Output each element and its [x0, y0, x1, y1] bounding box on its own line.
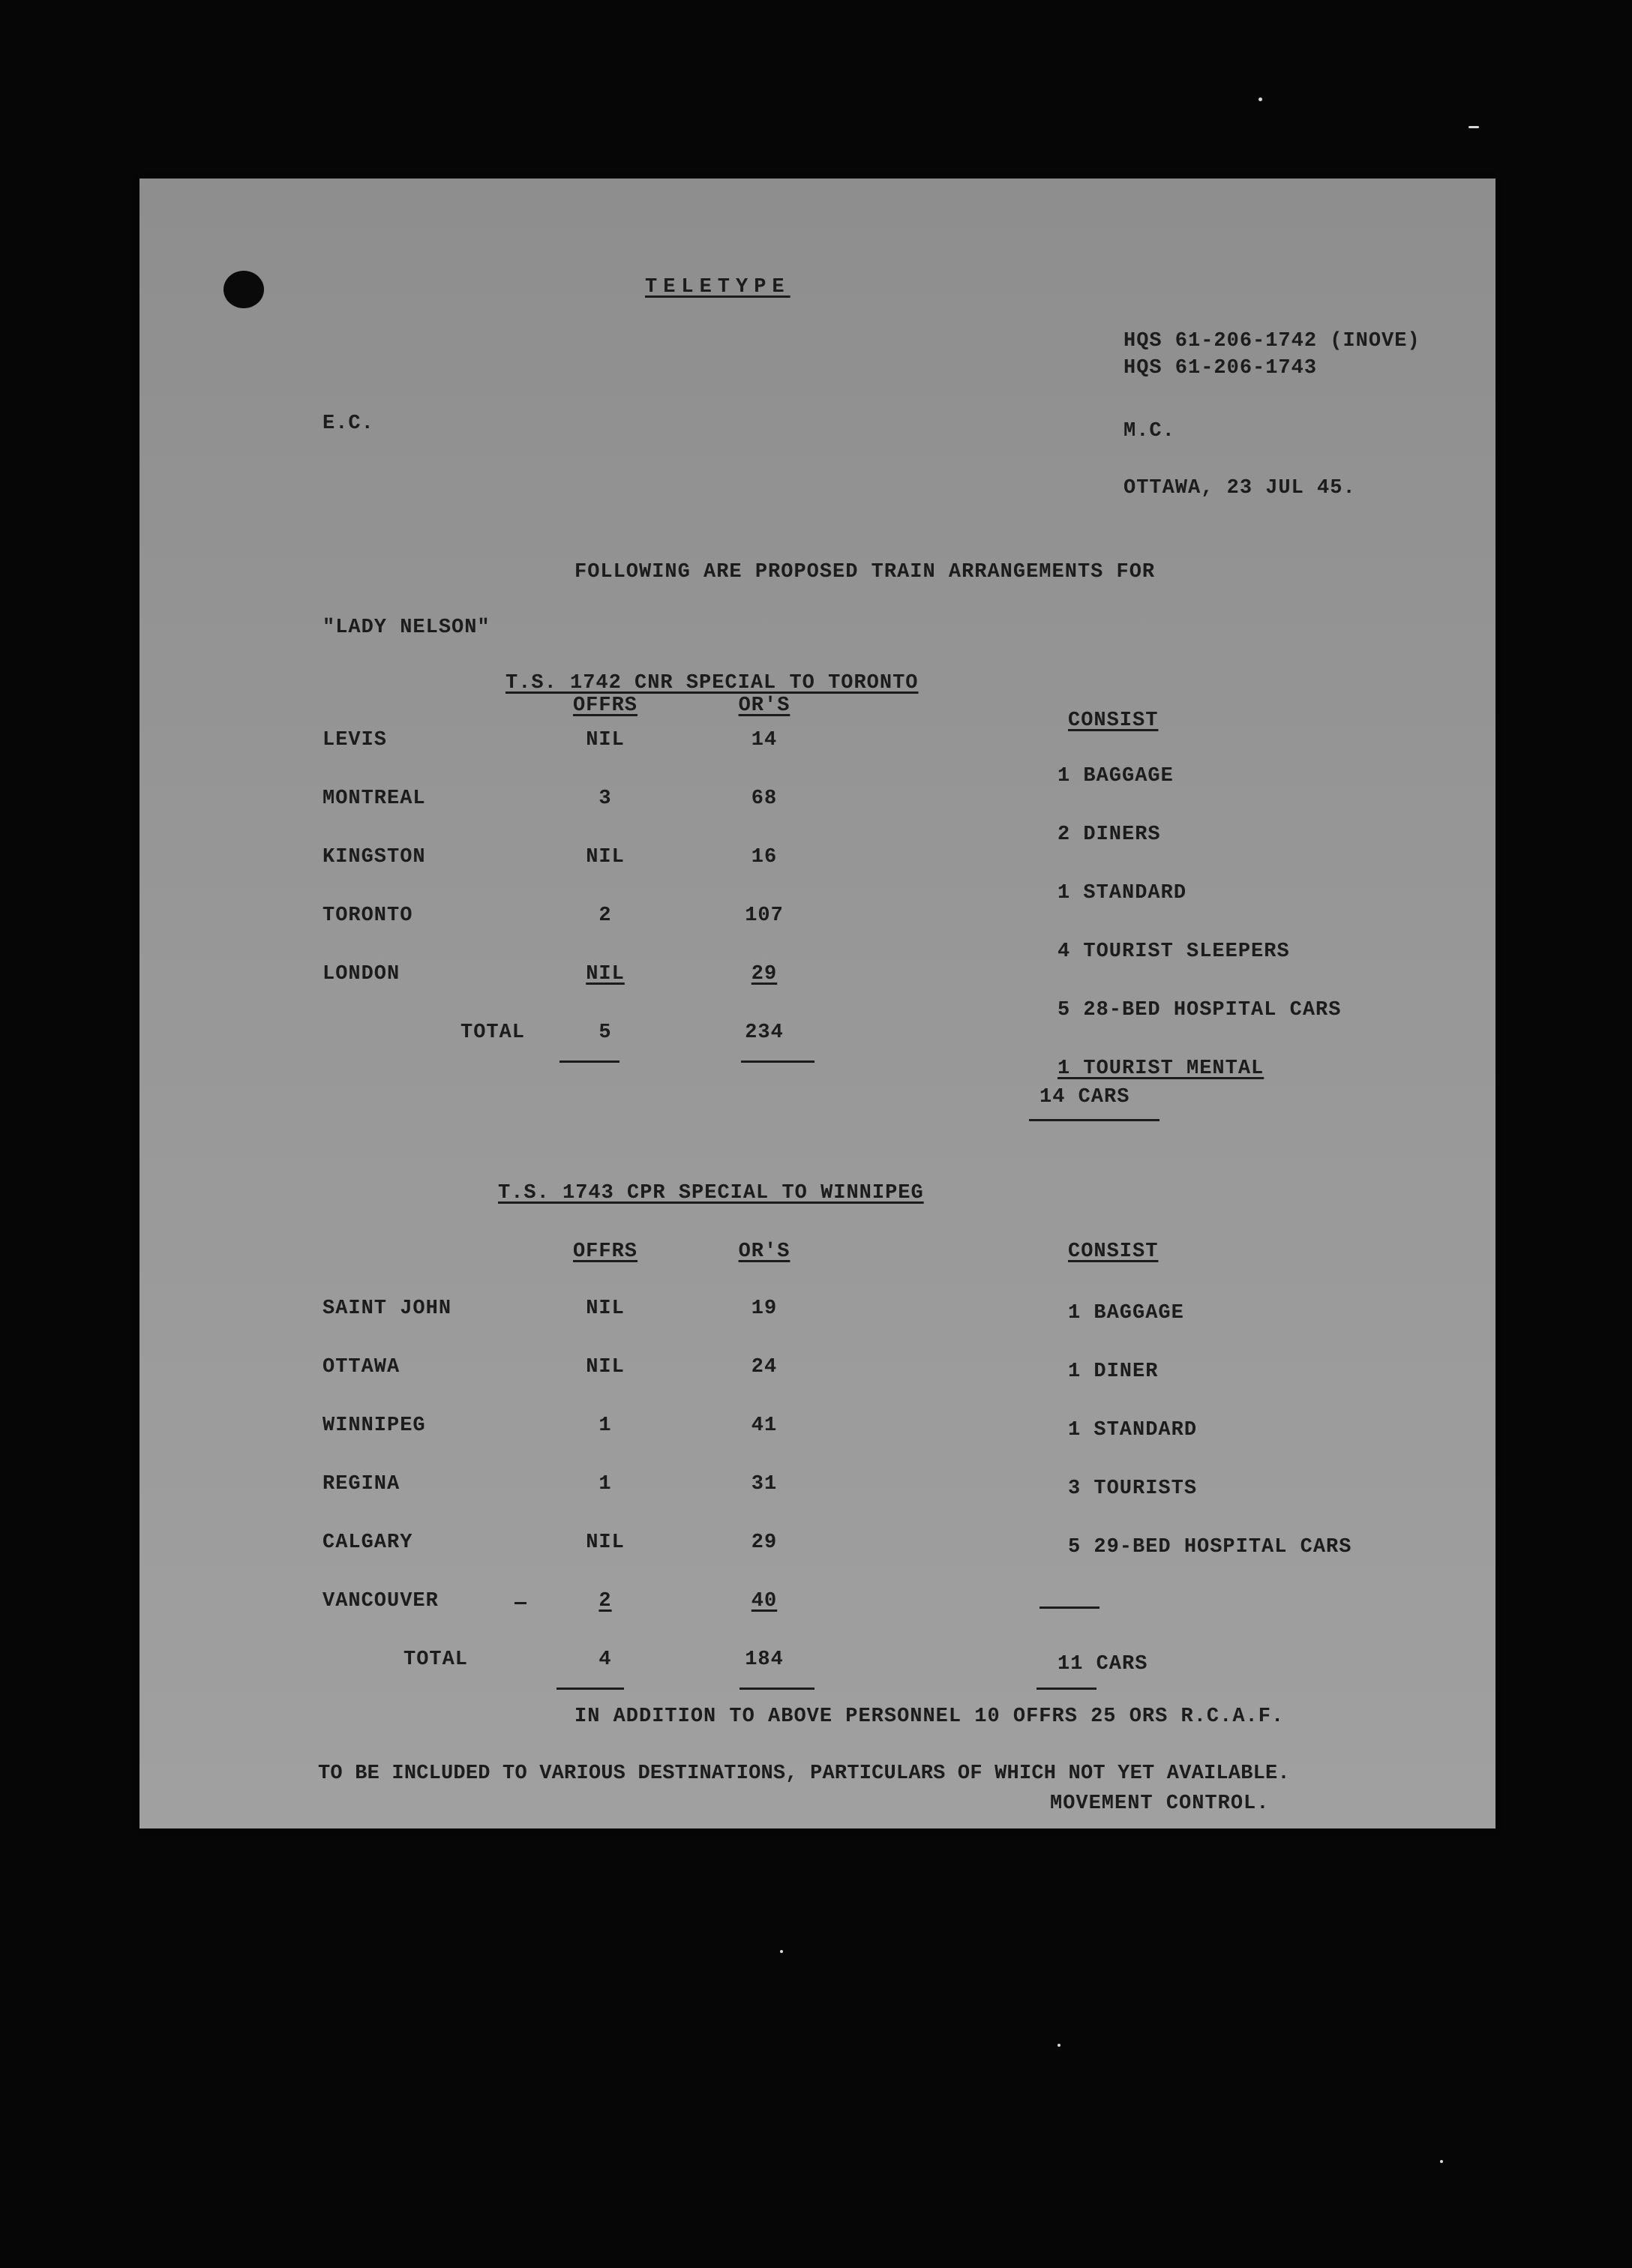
consist-total: 11 CARS	[1058, 1653, 1148, 1676]
consist-rule	[1040, 1606, 1100, 1609]
total-rule	[741, 1060, 814, 1063]
other-ranks-count: 29	[751, 963, 778, 986]
station-name: OTTAWA	[322, 1356, 400, 1378]
consist-item: 4 TOURIST SLEEPERS	[1058, 940, 1290, 963]
other-ranks-count: 107	[745, 904, 784, 927]
other-ranks-count: 14	[751, 729, 778, 752]
film-speck	[780, 1950, 783, 1953]
column-header-consist: CONSIST	[1068, 710, 1159, 732]
consist-item: 1 BAGGAGE	[1068, 1302, 1184, 1324]
column-header-consist: CONSIST	[1068, 1240, 1159, 1263]
station-name: CALGARY	[322, 1532, 413, 1554]
column-header-offrs: OFFRS	[572, 1240, 638, 1263]
consist-total-rule	[1029, 1119, 1160, 1121]
total-rule	[556, 1688, 624, 1690]
film-speck	[1058, 2044, 1060, 2047]
place-date: OTTAWA, 23 JUL 45.	[1124, 477, 1356, 500]
file-reference: HQS 61-206-1743	[1124, 357, 1318, 380]
film-speck	[1258, 98, 1262, 101]
officer-count: NIL	[586, 1532, 625, 1554]
station-name: KINGSTON	[322, 846, 426, 868]
additional-personnel-note: IN ADDITION TO ABOVE PERSONNEL 10 OFFRS 25 ORS R.C.A.F.	[574, 1706, 1285, 1728]
consist-item: 2 DINERS	[1058, 824, 1161, 846]
officer-count: NIL	[586, 1298, 625, 1320]
station-name: TORONTO	[322, 904, 413, 927]
officer-count: NIL	[586, 1356, 625, 1378]
station-name: LEVIS	[322, 729, 388, 752]
consist-total-rule	[1036, 1688, 1096, 1690]
station-name: WINNIPEG	[322, 1414, 426, 1437]
file-reference: HQS 61-206-1742 (INOVE)	[1124, 330, 1420, 352]
other-ranks-count: 29	[751, 1532, 778, 1554]
consist-item: 3 TOURISTS	[1068, 1478, 1198, 1500]
officer-count: NIL	[586, 963, 625, 986]
station-name: MONTREAL	[322, 788, 426, 810]
station-name: LONDON	[322, 963, 400, 986]
intro-line: FOLLOWING ARE PROPOSED TRAIN ARRANGEMENTS FOR	[574, 561, 1156, 584]
total-other-ranks: 234	[745, 1022, 784, 1044]
margin-dash	[514, 1602, 526, 1604]
officer-count: NIL	[586, 729, 625, 752]
teletype-page	[140, 178, 1496, 1828]
other-ranks-count: 40	[751, 1590, 778, 1612]
total-label: TOTAL	[460, 1022, 526, 1044]
officer-count: 1	[598, 1414, 612, 1437]
total-rule	[740, 1688, 814, 1690]
officer-count: 3	[598, 788, 612, 810]
other-ranks-count: 16	[751, 846, 778, 868]
officer-count: 2	[598, 1590, 612, 1612]
train-title: T.S. 1742 CNR SPECIAL TO TORONTO	[506, 672, 919, 694]
film-speck	[1440, 2160, 1443, 2163]
ship-name: "LADY NELSON"	[322, 616, 490, 639]
total-officers: 5	[598, 1022, 612, 1044]
consist-item: 5 29-BED HOSPITAL CARS	[1068, 1536, 1352, 1558]
sender-code: E.C.	[322, 412, 374, 435]
other-ranks-count: 24	[751, 1356, 778, 1378]
punch-hole	[224, 271, 264, 308]
station-name: VANCOUVER	[322, 1590, 439, 1612]
total-other-ranks: 184	[745, 1648, 784, 1671]
consist-item: 1 BAGGAGE	[1058, 765, 1174, 788]
film-speck	[1468, 126, 1479, 128]
consist-item: 1 DINER	[1068, 1360, 1159, 1383]
other-ranks-count: 19	[751, 1298, 778, 1320]
station-name: REGINA	[322, 1473, 400, 1496]
total-officers: 4	[598, 1648, 612, 1671]
column-header-ors: OR'S	[738, 694, 790, 717]
column-header-offrs: OFFRS	[572, 694, 638, 717]
total-label: TOTAL	[404, 1648, 469, 1671]
consist-item: 1 TOURIST MENTAL	[1058, 1058, 1264, 1080]
other-ranks-count: 31	[751, 1473, 778, 1496]
consist-total: 14 CARS	[1040, 1086, 1130, 1108]
column-header-ors: OR'S	[738, 1240, 790, 1263]
consist-item: 1 STANDARD	[1068, 1419, 1198, 1442]
station-name: SAINT JOHN	[322, 1298, 452, 1320]
document-heading: TELETYPE	[645, 276, 790, 298]
total-rule	[560, 1060, 620, 1063]
destination-note: TO BE INCLUDED TO VARIOUS DESTINATIONS, PARTICULARS OF WHICH NOT YET AVAILABLE.	[318, 1762, 1290, 1785]
officer-count: 2	[598, 904, 612, 927]
train-title: T.S. 1743 CPR SPECIAL TO WINNIPEG	[498, 1182, 924, 1204]
officer-count: NIL	[586, 846, 625, 868]
officer-count: 1	[598, 1473, 612, 1496]
consist-item: 1 STANDARD	[1058, 882, 1187, 904]
other-ranks-count: 41	[751, 1414, 778, 1437]
recipient-code: M.C.	[1124, 420, 1175, 442]
signature: MOVEMENT CONTROL.	[1050, 1792, 1270, 1815]
other-ranks-count: 68	[751, 788, 778, 810]
consist-item: 5 28-BED HOSPITAL CARS	[1058, 999, 1342, 1022]
